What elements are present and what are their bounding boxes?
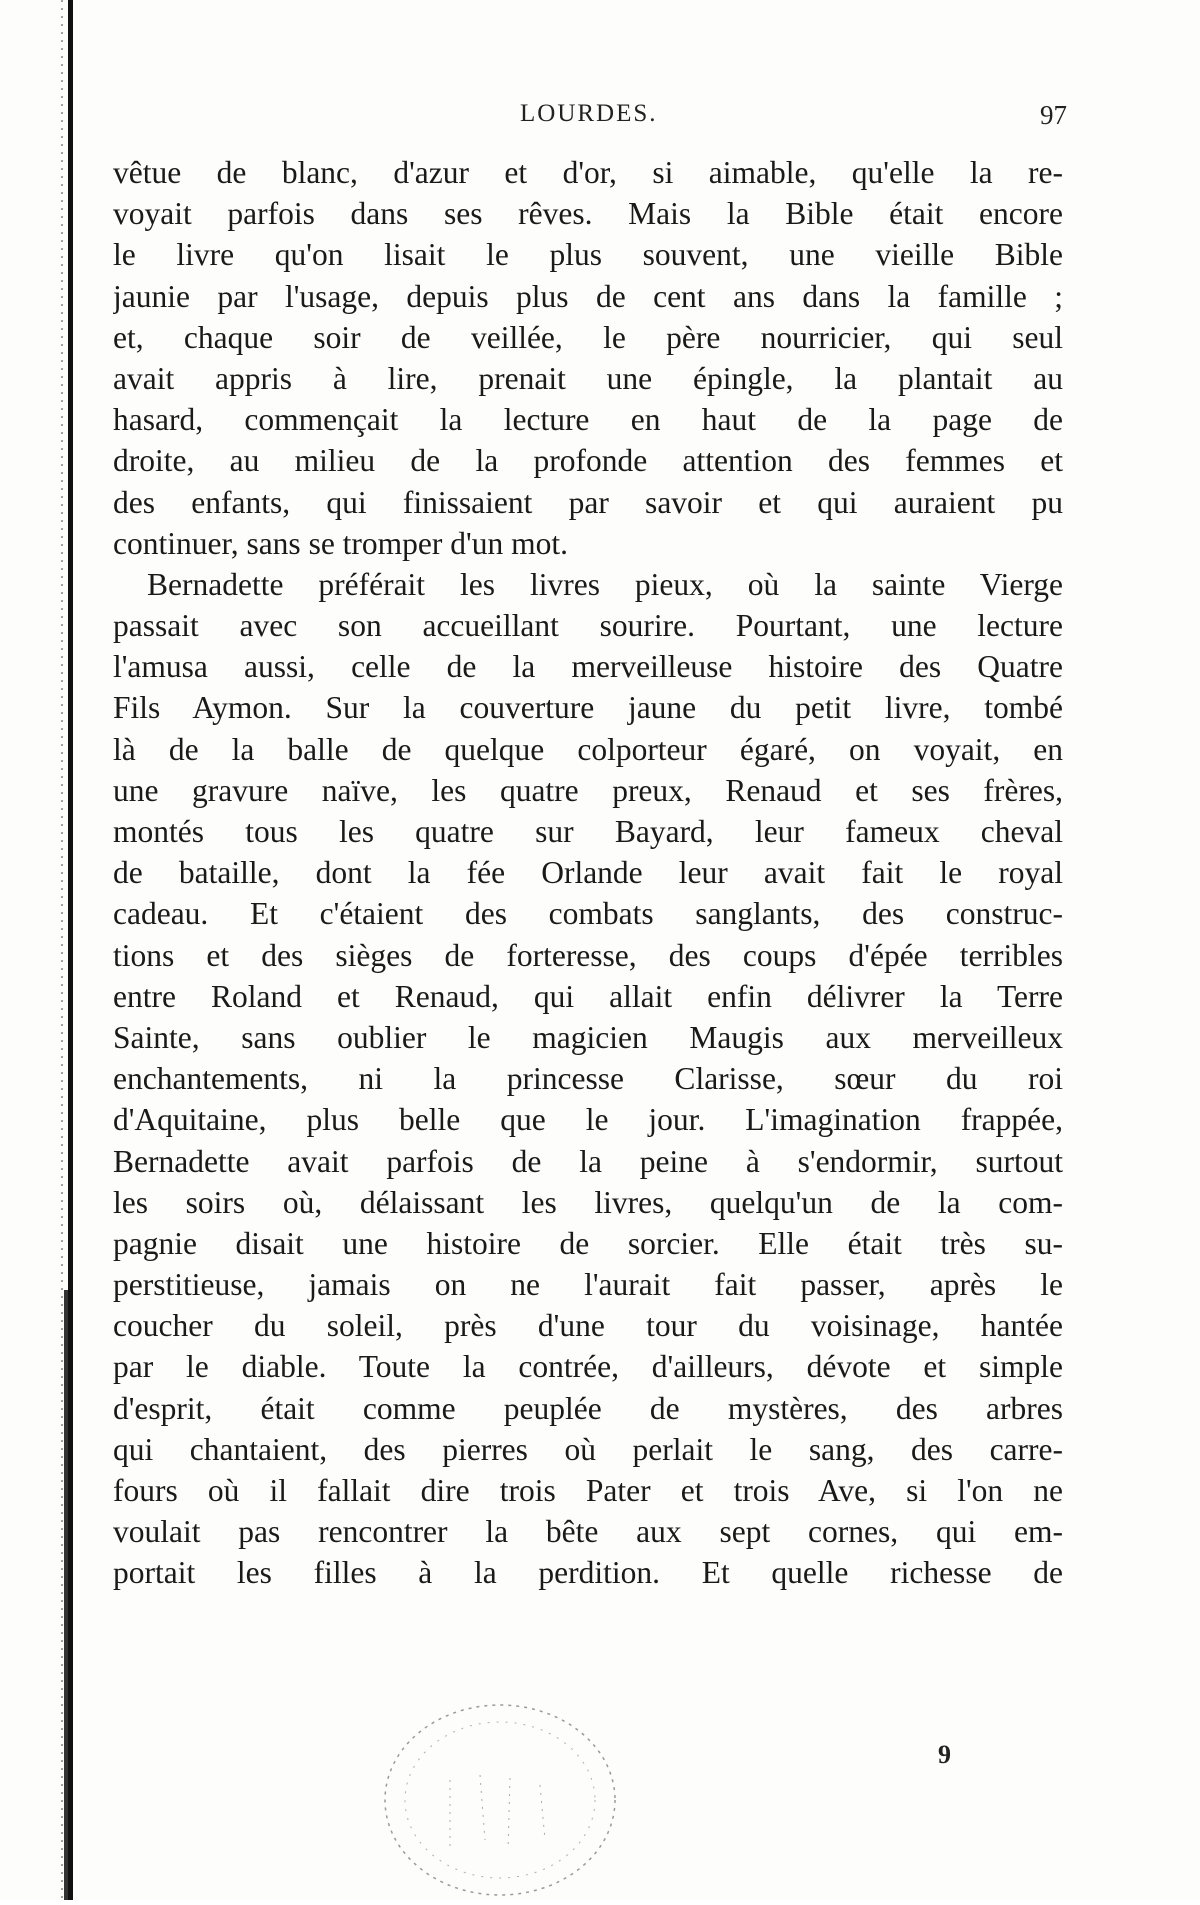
library-stamp: [350, 1650, 650, 1900]
text-line: voyait parfois dans ses rêves. Mais la Bible était encore: [113, 196, 1063, 232]
text-line: d'Aquitaine, plus belle que le jour. L'imagination frappée,: [113, 1102, 1063, 1138]
text-line: par le diable. Toute la contrée, d'ailleurs, dévote et simple: [113, 1349, 1063, 1385]
text-line: pagnie disait une histoire de sorcier. Elle était très su-: [113, 1225, 1063, 1261]
text-line: de bataille, dont la fée Orlande leur avait fait le royal: [113, 855, 1063, 891]
text-line: fours où il fallait dire trois Pater et trois Ave, si l'on ne: [113, 1473, 1063, 1508]
text-line: les soirs où, délaissant les livres, quelqu'un de la com-: [113, 1184, 1063, 1220]
text-line: montés tous les quatre sur Bayard, leur fameux cheval: [113, 814, 1063, 849]
running-title: LOURDES.: [520, 100, 658, 127]
text-line: vêtue de blanc, d'azur et d'or, si aimable, qu'elle la re-: [113, 155, 1063, 190]
text-line: Fils Aymon. Sur la couverture jaune du petit livre, tombé: [113, 690, 1063, 726]
text-line: coucher du soleil, près d'une tour du voisinage, hantée: [113, 1308, 1063, 1344]
text-line: là de la balle de quelque colporteur égaré, on voyait, en: [113, 731, 1063, 767]
text-line: continuer, sans se tromper d'un mot.: [113, 525, 568, 561]
text-line: qui chantaient, des pierres où perlait le sang, des carre-: [113, 1431, 1063, 1467]
signature-mark: 9: [938, 1740, 951, 1769]
page-number: 97: [1040, 100, 1067, 130]
text-line: voulait pas rencontrer la bête aux sept cornes, qui em-: [113, 1514, 1063, 1550]
body-text: [113, 152, 1063, 1594]
binding-shadow: [40, 0, 70, 1900]
binding-shadow-graphic: [40, 0, 70, 1900]
text-line: Bernadette avait parfois de la peine à s'endormir, surtout: [113, 1143, 1063, 1179]
binding-edge: [68, 0, 73, 1900]
text-line: hasard, commençait la lecture en haut de la page de: [113, 402, 1063, 438]
text-line: enchantements, ni la princesse Clarisse, sœur du roi: [113, 1061, 1063, 1097]
text-line: portait les filles à la perdition. Et quelle richesse de: [113, 1555, 1063, 1591]
text-line: passait avec son accueillant sourire. Pourtant, une lecture: [113, 608, 1063, 644]
text-line: jaunie par l'usage, depuis plus de cent ans dans la famille ;: [113, 278, 1063, 314]
text-line: tions et des sièges de forteresse, des coups d'épée terribles: [113, 937, 1063, 973]
text-line: avait appris à lire, prenait une épingle, la plantait au: [113, 360, 1063, 396]
text-line: perstitieuse, jamais on ne l'aurait fait passer, après le: [113, 1267, 1063, 1303]
text-line: des enfants, qui finissaient par savoir et qui auraient pu: [113, 484, 1063, 520]
text-line: droite, au milieu de la profonde attention des femmes et: [113, 443, 1063, 479]
text-line: une gravure naïve, les quatre preux, Renaud et ses frères,: [113, 772, 1063, 808]
text-line: l'amusa aussi, celle de la merveilleuse histoire des Quatre: [113, 649, 1063, 685]
paragraph-start-line: Bernadette préférait les livres pieux, où la sainte Vierge: [147, 566, 1063, 602]
text-line: Sainte, sans oublier le magicien Maugis aux merveilleux: [113, 1019, 1063, 1055]
text-line: et, chaque soir de veillée, le père nourricier, qui seul: [113, 319, 1063, 355]
text-line: le livre qu'on lisait le plus souvent, une vieille Bible: [113, 237, 1063, 273]
text-line: entre Roland et Renaud, qui allait enfin délivrer la Terre: [113, 978, 1063, 1014]
text-line: cadeau. Et c'étaient des combats sanglants, des construc-: [113, 896, 1063, 932]
stamp-graphic: [350, 1650, 650, 1900]
text-line: d'esprit, était comme peuplée de mystères, des arbres: [113, 1390, 1063, 1426]
